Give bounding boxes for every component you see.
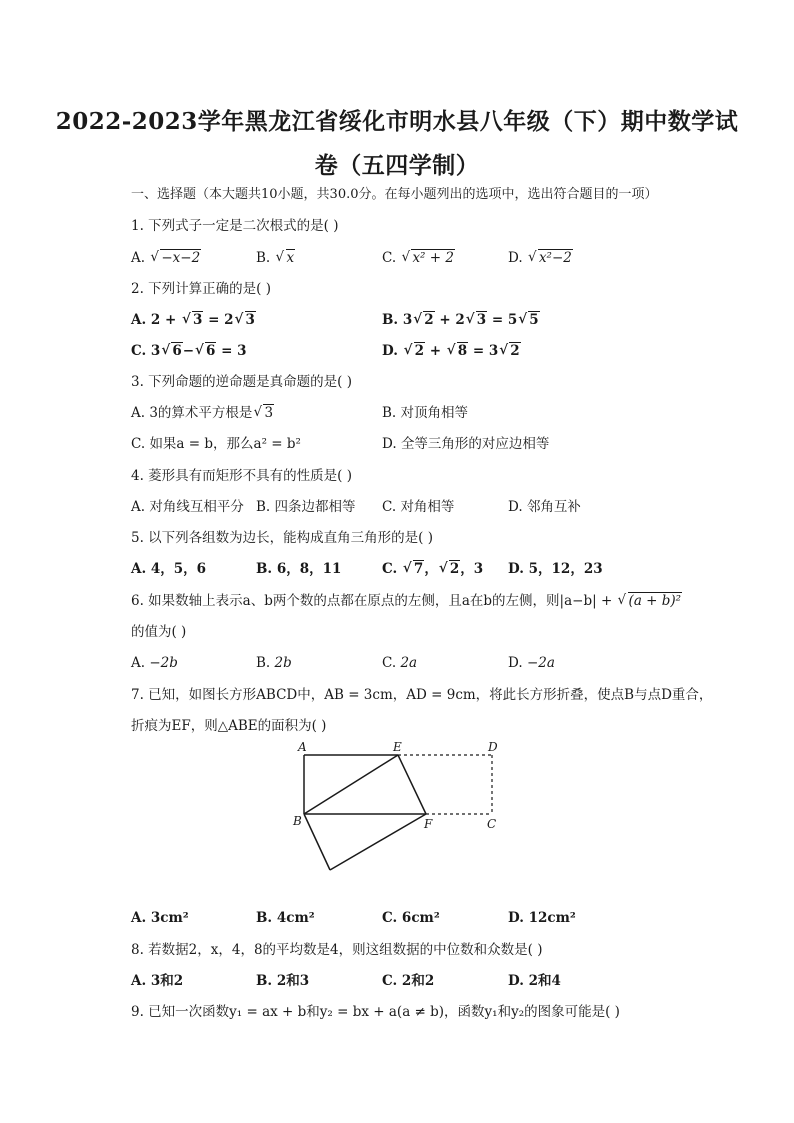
option-text: −2b [149,655,178,671]
option-label: C. [382,973,398,989]
option-label: D. [508,910,524,926]
q5-option-a [131,559,206,579]
option-label: D. [382,343,398,359]
q6-option-a [131,653,178,673]
question-4-stem: 4. 菱形具有而矩形不具有的性质是( ) [131,468,352,484]
question-8-stem: 8. 若数据2，x，4，8的平均数是4，则这组数据的中位数和众数是( ) [131,942,543,958]
option-label: D. [508,655,523,671]
radical [466,310,487,330]
question-5-stem: 5. 以下列各组数为边长，能构成直角三角形的是( ) [131,530,433,546]
q3-option-a [131,403,274,423]
q6-option-d [508,653,555,673]
expr-part: 3 [150,343,161,359]
option-label: A. [131,405,146,421]
option-label: A. [131,312,147,328]
q7-option-b [256,908,315,928]
option-text: 2a [400,655,418,671]
option-label: D. [508,499,523,515]
question-7-stem: 7. 已知，如图长方形ABCD中，AB = 3cm，AD = 9cm，将此长方形折叠，使点B与点D重合， [131,687,713,703]
radicand: 2 [510,343,520,359]
radicand: 3 [193,312,203,328]
expr-part: = 3 [468,343,499,359]
option-text: 6，8，11 [276,561,342,577]
option-text: −2a [526,655,555,671]
radical [150,248,201,268]
option-label: B. [256,910,273,926]
edge-ef-fold [398,755,426,814]
option-text: 12cm² [528,910,576,926]
radical [404,341,425,361]
edge-folded-f [330,814,426,870]
radicand: 2 [449,561,460,577]
option-label: D. [382,436,397,452]
expr-part: ，3 [460,561,484,577]
radicand: 3 [245,312,255,328]
option-text: 4，5，6 [150,561,207,577]
q7-option-d [508,908,576,928]
option-label: D. [508,973,524,989]
q8-option-d [508,971,561,991]
edge-be [304,755,398,814]
radicand: 7 [413,561,424,577]
radical [235,310,256,330]
q2-option-d [382,341,521,361]
option-text: 邻角互补 [526,499,581,515]
expr-part: + [425,343,446,359]
q4-option-d [508,497,581,517]
option-text: 如果a = b，那么a² = b² [149,436,301,452]
expr-part: 3的算术平方根是 [149,405,253,421]
question-1-stem: 1. 下列式子一定是二次根式的是( ) [131,218,339,234]
q6-option-b [256,653,292,673]
option-label: C. [382,910,398,926]
q6-option-c [382,653,417,673]
q5-option-b [256,559,341,579]
rectangle-fold-figure [290,738,510,878]
radical [518,310,539,330]
exam-title-line1: 2022-2023学年黑龙江省绥化市明水县八年级（下）期中数学试 [55,108,739,135]
radical [195,341,216,361]
question-9-stem: 9. 已知一次函数y₁ = ax + b和y₂ = bx + a(a ≠ b)，函数y₁和y₂的图象可能是( ) [131,1004,620,1020]
radicand: x²−2 [538,250,572,266]
option-text: 6cm² [401,910,440,926]
option-label: B. [256,250,271,266]
q5-option-c [382,559,483,579]
q8-option-a [131,971,183,991]
label-a: A [298,740,307,754]
radicand: 2 [414,343,425,359]
question-6-stem-cont: 的值为( ) [131,624,187,640]
option-text: 2b [274,655,292,671]
q1-option-c [382,248,455,268]
option-label: B. [256,561,273,577]
radical [161,341,182,361]
option-label: A. [131,655,146,671]
radicand: 5 [529,312,539,328]
option-label: C. [382,250,397,266]
radical [499,341,520,361]
q2-option-b [382,310,540,330]
option-label: C. [382,499,397,515]
radical [403,559,424,579]
option-label: A. [131,250,146,266]
label-e: E [393,740,402,754]
q3-option-b [382,403,468,423]
radicand: −x−2 [161,250,201,266]
q1-option-d [508,248,573,268]
radical [528,248,573,268]
option-label: B. [256,499,271,515]
question-3-stem: 3. 下列命题的逆命题是真命题的是( ) [131,374,352,390]
option-label: A. [131,973,147,989]
q5-option-d [508,559,603,579]
option-label: A. [131,561,147,577]
radical [413,310,434,330]
q7-option-c [382,908,440,928]
radicand: x [286,250,295,266]
option-text: 2和4 [528,973,561,989]
radicand: 8 [457,343,468,359]
radicand: 3 [264,405,274,421]
option-label: A. [131,499,146,515]
expr-part: − [182,343,195,359]
q8-option-b [256,971,309,991]
option-label: D. [508,561,524,577]
label-f: F [424,817,433,831]
radical [253,403,274,423]
radicand: (a + b)² [628,593,682,609]
option-text: 四条边都相等 [274,499,356,515]
radicand: 6 [172,343,182,359]
q2-option-a [131,310,256,330]
radicand: 3 [476,312,487,328]
expr-part: + 2 [434,312,465,328]
q3-option-d [382,434,549,454]
q3-option-c [131,434,301,454]
question-2-stem: 2. 下列计算正确的是( ) [131,281,271,297]
radical [447,341,468,361]
label-d: D [488,740,498,754]
option-text: 对角相等 [400,499,455,515]
option-text: 4cm² [276,910,315,926]
q4-option-b [256,497,356,517]
q1-option-b [256,248,295,268]
radicand: 2 [424,312,434,328]
option-text: 5，12，23 [528,561,603,577]
option-label: C. [131,343,147,359]
option-label: C. [131,436,146,452]
option-label: A. [131,910,147,926]
stem-text: 6. 如果数轴上表示a、b两个数的点都在原点的左侧，且a在b的左侧，则|a−b| + [131,593,617,609]
option-label: D. [508,250,523,266]
radicand: 6 [206,343,216,359]
expr-part: = 2 [203,312,234,328]
q2-option-c [131,341,247,361]
expr-part: = 5 [487,312,518,328]
option-text: 对顶角相等 [400,405,469,421]
label-c: C [487,817,497,831]
option-label: C. [382,655,397,671]
q4-option-c [382,497,454,517]
expr-part: 3 [402,312,413,328]
option-label: B. [256,655,271,671]
q1-option-a [131,248,201,268]
edge-b-folded [304,814,330,870]
option-text: 全等三角形的对应边相等 [400,436,550,452]
radicand: x² + 2 [412,250,454,266]
radical [276,248,296,268]
expr-part: = 3 [216,343,247,359]
q8-option-c [382,971,434,991]
exam-title-line2: 卷（五四学制） [314,152,480,179]
option-label: B. [256,973,273,989]
option-text: 2和3 [276,973,310,989]
radical [439,559,460,579]
option-label: C. [382,561,398,577]
option-text: 2和2 [401,973,435,989]
option-text: 对角线互相平分 [149,499,244,515]
option-label: B. [382,312,399,328]
q7-option-a [131,908,189,928]
radical [401,248,455,268]
question-7-stem-cont: 折痕为EF，则△ABE的面积为( ) [131,718,327,734]
expr-part: 2 + [150,312,181,328]
radical [618,591,683,611]
option-text: 3cm² [150,910,189,926]
label-b: B [293,814,302,828]
section-header: 一、选择题（本大题共10小题，共30.0分。在每小题列出的选项中，选出符合题目的一项） [131,187,658,202]
option-text: 3和2 [150,973,184,989]
q4-option-a [131,497,244,517]
question-6-stem [131,591,682,611]
expr-part: ， [424,561,438,577]
radical [182,310,203,330]
option-label: B. [382,405,397,421]
